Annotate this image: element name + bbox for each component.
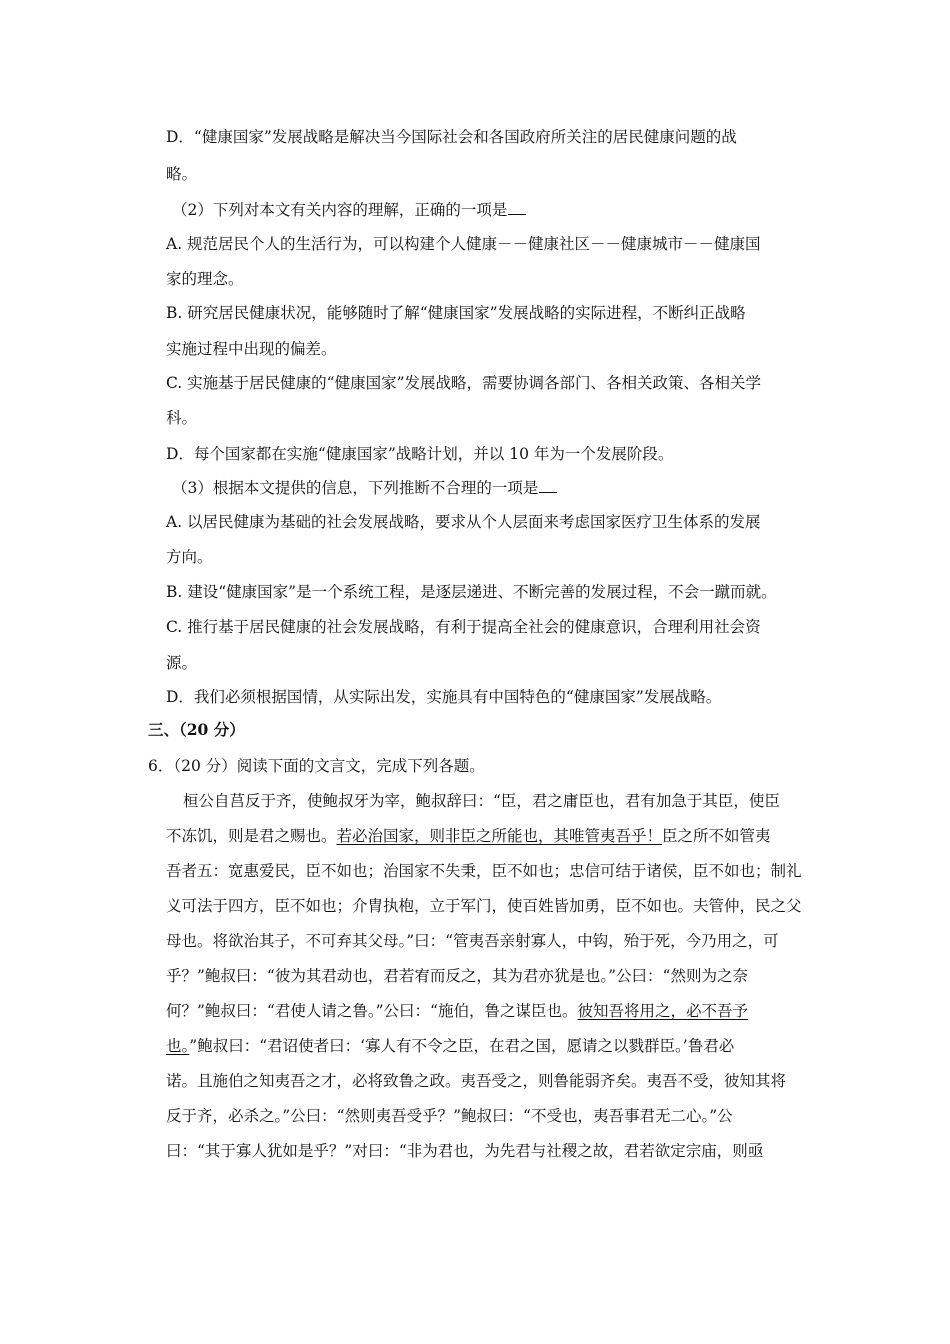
passage-line-3: 吾者五：宽惠爱民，臣不如也；治国家不失秉，臣不如也；忠信可结于诸侯，臣不如也；制礼 — [166, 862, 802, 880]
q2-option-b-line2: 实施过程中出现的偏差。 — [166, 340, 337, 358]
q1-option-d-line1: D．“健康国家”发展战略是解决当今国际社会和各国政府所关注的居民健康问题的战 — [166, 128, 737, 146]
passage-text: 臣之所不如管夷 — [662, 827, 771, 845]
q2-answer-blank[interactable] — [508, 200, 526, 215]
underlined-sentence-2: 彼知吾将用之，必不吾予 — [577, 1002, 748, 1020]
passage-text: ”鲍叔曰：“君诏使者曰：‘寡人有不令之臣，在君之国，愿请之以戮群臣。’鲁君必 — [189, 1037, 735, 1055]
q3-option-c-line1: C. 推行基于居民健康的社会发展战略，有利于提高全社会的健康意识，合理利用社会资 — [166, 618, 761, 636]
q2-option-d: D．每个国家都在实施“健康国家”战略计划，并以 10 年为一个发展阶段。 — [166, 445, 674, 463]
q3-answer-blank[interactable] — [539, 478, 557, 493]
section-heading: 三、（20 分） — [148, 720, 245, 739]
underlined-sentence-1: 若必治国家，则非臣之所能也，其唯管夷吾乎！ — [336, 827, 663, 845]
passage-line-7 — [166, 1001, 816, 1021]
q2-stem-text: （2）下列对本文有关内容的理解，正确的一项是 — [172, 201, 508, 219]
q3-option-d: D．我们必须根据国情，从实际出发，实施具有中国特色的“健康国家”发展战略。 — [166, 688, 722, 706]
passage-line-2 — [166, 826, 816, 846]
passage-line-10: 反于齐，必杀之。”公曰：“然则夷吾受乎？”鲍叔曰：“不受也，夷吾事君无二心。”公 — [166, 1107, 733, 1125]
passage-line-9: 诺。且施伯之知夷吾之才，必将致鲁之政。夷吾受之，则鲁能弱齐矣。夷吾不受，彼知其将 — [166, 1072, 787, 1090]
underlined-sentence-2-end: 也。 — [166, 1037, 190, 1055]
q3-option-b: B. 建设“健康国家”是一个系统工程，是逐层递进、不断完善的发展过程，不会一蹴而就。 — [166, 583, 777, 601]
q2-option-a-line1: A. 规范居民个人的生活行为，可以构建个人健康－－健康社区－－健康城市－－健康国 — [166, 235, 761, 253]
q3-option-a-line1: A. 以居民健康为基础的社会发展战略，要求从个人层面来考虑国家医疗卫生体系的发展 — [166, 513, 761, 531]
passage-text: 何？”鲍叔曰：“君使人请之鲁。”公曰：“施伯，鲁之谋臣也。 — [166, 1002, 578, 1020]
q3-option-c-line2: 源。 — [166, 654, 198, 672]
passage-line-6: 乎？”鲍叔曰：“彼为其君动也，君若宥而反之，其为君亦犹是也。”公曰：“然则为之奈 — [166, 967, 748, 985]
question-6-prompt: 6．（20 分）阅读下面的文言文，完成下列各题。 — [148, 757, 485, 775]
q3-stem — [172, 478, 822, 498]
passage-text: 不冻饥，则是君之赐也。 — [166, 827, 337, 845]
q2-option-c-line2: 科。 — [166, 409, 198, 427]
q2-option-a-line2: 家的理念。 — [166, 270, 244, 288]
passage-line-11: 曰：“其于寡人犹如是乎？”对曰：“非为君也，为先君与社稷之故，君若欲定宗庙，则亟 — [166, 1142, 764, 1160]
passage-line-5: 母也。将欲治其子，不可弃其父母。”曰：“管夷吾亲射寡人，中钩，殆于死，今乃用之，可 — [166, 932, 779, 950]
q3-option-a-line2: 方向。 — [166, 548, 213, 566]
passage-line-1: 桓公自莒反于齐，使鲍叔牙为宰，鲍叔辞曰：“臣，君之庸臣也，君有加急于其臣，使臣 — [183, 792, 780, 810]
q3-stem-text: （3）根据本文提供的信息，下列推断不合理的一项是 — [172, 479, 539, 497]
q2-option-c-line1: C. 实施基于居民健康的“健康国家”发展战略，需要协调各部门、各相关政策、各相关学 — [166, 374, 762, 392]
q1-option-d-line2: 略。 — [166, 165, 198, 183]
q2-stem — [172, 200, 822, 220]
q2-option-b-line1: B. 研究居民健康状况，能够随时了解“健康国家”发展战略的实际进程，不断纠正战略 — [166, 304, 746, 322]
passage-line-8 — [166, 1036, 816, 1056]
passage-line-4: 义可法于四方，臣不如也；介胄执枹，立于军门，使百姓皆加勇，臣不如也。夫管仲，民之父 — [166, 897, 802, 915]
